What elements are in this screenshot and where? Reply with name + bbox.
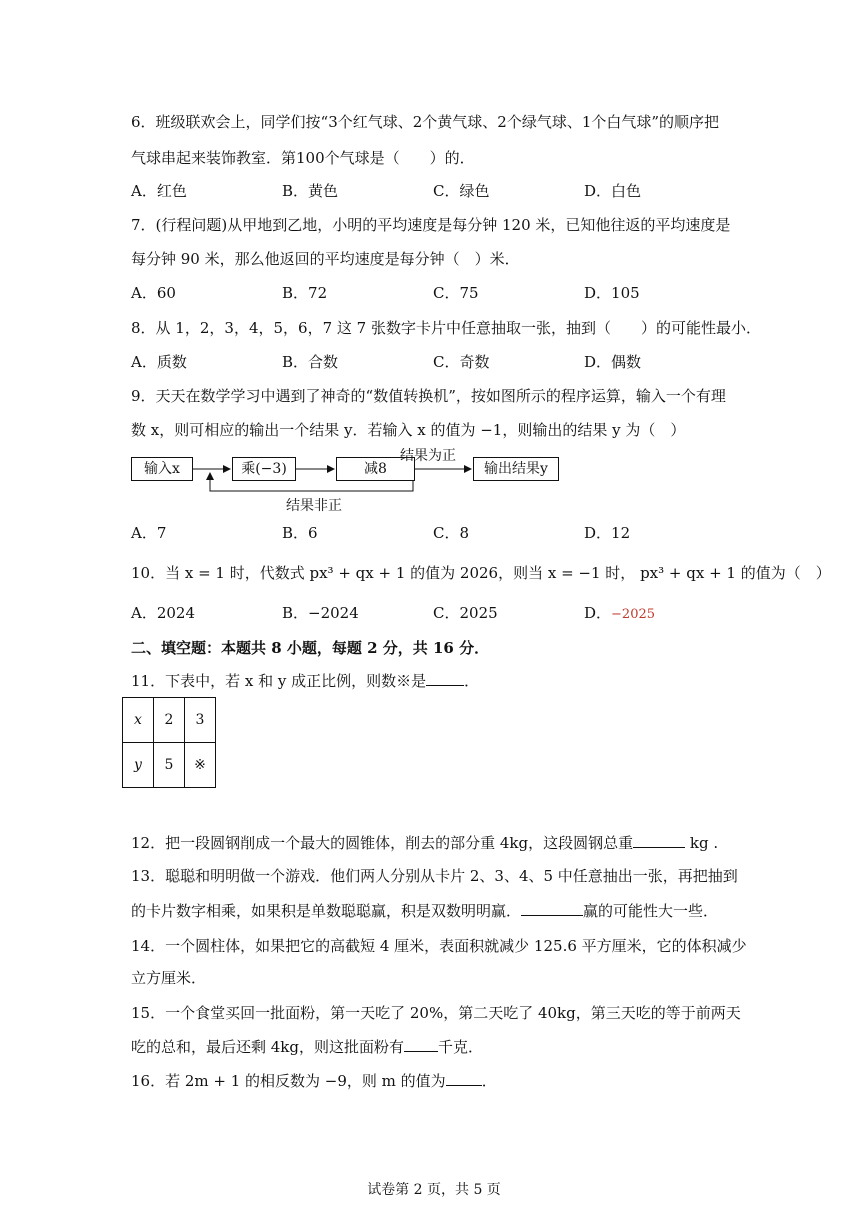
q9-option-c: C．8 [433, 524, 470, 542]
q13-text: 的卡片数字相乘，如果积是单数聪聪赢，积是双数明明赢． [131, 902, 522, 920]
q10-line1: 10．当 x = 1 时，代数式 px³ + qx + 1 的值为 2026，则当 x = −1 时， px³ + qx + 1 的值为（ ） [131, 564, 831, 582]
q16-line1 [131, 1071, 497, 1091]
q14-line2: 立方厘米． [131, 969, 207, 987]
q15-end: 千克． [438, 1038, 484, 1056]
q12-end: kg . [685, 834, 719, 852]
page-footer: 试卷第 2 页，共 5 页 [367, 1182, 501, 1198]
table-row [123, 698, 216, 743]
q13-line1: 13．聪聪和明明做一个游戏．他们两人分别从卡片 2、3、4、5 中任意抽出一张，再把抽到 [131, 867, 738, 885]
q8-option-b: B．合数 [282, 353, 339, 371]
flow-output-box: 输出结果y [473, 457, 559, 481]
q9-option-d: D．12 [584, 524, 631, 542]
q14-line1: 14．一个圆柱体，如果把它的高截短 4 厘米，表面积就减少 125.6 平方厘米，它的体积减少 [131, 937, 747, 955]
q12-blank [633, 833, 685, 848]
q10-option-d [584, 603, 655, 625]
q10-option-c: C．2025 [433, 604, 498, 622]
q13-end: 赢的可能性大一些． [583, 902, 719, 920]
table-row [123, 743, 216, 788]
q15-line1: 15．一个食堂买回一批面粉，第一天吃了 20%，第二天吃了 40kg，第三天吃的等于前两天 [131, 1004, 741, 1022]
q7-line1: 7．(行程问题)从甲地到乙地，小明的平均速度是每分钟 120 米，已知他往返的平均速度是 [131, 216, 731, 234]
flow-positive-label: 结果为正 [400, 448, 456, 464]
q6-line1: 6．班级联欢会上，同学们按“3个红气球、2个黄气球、2个绿气球、1个白气球”的顺序把 [131, 113, 720, 131]
table-cell: 2 [154, 698, 185, 743]
table-cell: y [123, 743, 154, 788]
q12-line1 [131, 833, 718, 853]
q9-line2: 数 x，则可相应的输出一个结果 y．若输入 x 的值为 −1，则输出的结果 y 为（ ） [131, 421, 686, 439]
q16-end: ． [481, 1072, 497, 1090]
q11-table [122, 697, 216, 788]
q15-blank [404, 1037, 438, 1052]
q6-option-a: A．红色 [131, 182, 187, 200]
section-fill-in-heading: 二、填空题：本题共 8 小题，每题 2 分，共 16 分． [131, 639, 490, 657]
flow-subtract-box: 减8 [336, 457, 415, 481]
q11-line1 [131, 671, 479, 691]
q11-text: 11．下表中，若 x 和 y 成正比例，则数※是 [131, 672, 427, 690]
q15-text: 吃的总和，最后还剩 4kg，则这批面粉有 [131, 1038, 405, 1056]
table-cell: 5 [154, 743, 185, 788]
q16-blank [446, 1071, 482, 1086]
q16-text: 16．若 2m + 1 的相反数为 −9，则 m 的值为 [131, 1072, 446, 1090]
flow-multiply-box: 乘(−3) [232, 457, 296, 481]
table-cell: x [123, 698, 154, 743]
q7-option-c: C．75 [433, 284, 479, 302]
q6-option-b: B．黄色 [282, 182, 339, 200]
q6-line2: 气球串起来装饰教室．第100个气球是（ ）的． [131, 149, 475, 167]
q6-option-d: D．白色 [584, 182, 642, 200]
q11-end: ． [464, 672, 480, 690]
q12-text: 12．把一段圆钢削成一个最大的圆锥体，削去的部分重 4kg，这段圆钢总重 [131, 834, 634, 852]
q7-line2: 每分钟 90 米，那么他返回的平均速度是每分钟（ ）米． [131, 250, 520, 268]
q9-option-b: B．6 [282, 524, 318, 542]
q10-option-d-label: D． [584, 604, 612, 622]
q7-option-b: B．72 [282, 284, 328, 302]
q11-blank [426, 671, 464, 686]
q9-line1: 9．天天在数学学习中遇到了神奇的“数值转换机”，按如图所示的程序运算，输入一个有理 [131, 387, 726, 405]
table-cell: ※ [185, 743, 216, 788]
q8-option-c: C．奇数 [433, 353, 490, 371]
q10-option-b: B．−2024 [282, 604, 359, 622]
q15-line2 [131, 1037, 483, 1057]
flow-input-box: 输入x [131, 457, 193, 481]
q10-option-d-value: −2025 [611, 607, 656, 622]
flow-nonpositive-label: 结果非正 [286, 498, 342, 514]
q7-option-d: D．105 [584, 284, 640, 302]
q8-line1: 8．从 1，2，3，4，5，6，7 这 7 张数字卡片中任意抽取一张，抽到（ ）的可能性最小． [131, 319, 761, 337]
flowchart-arrows [0, 0, 868, 520]
q10-option-a: A．2024 [131, 604, 196, 622]
q8-option-a: A．质数 [131, 353, 187, 371]
q13-blank [521, 901, 583, 916]
table-cell: 3 [185, 698, 216, 743]
q8-option-d: D．偶数 [584, 353, 642, 371]
q7-option-a: A．60 [131, 284, 176, 302]
q6-option-c: C．绿色 [433, 182, 490, 200]
q9-option-a: A．7 [131, 524, 167, 542]
q13-line2 [131, 901, 718, 921]
